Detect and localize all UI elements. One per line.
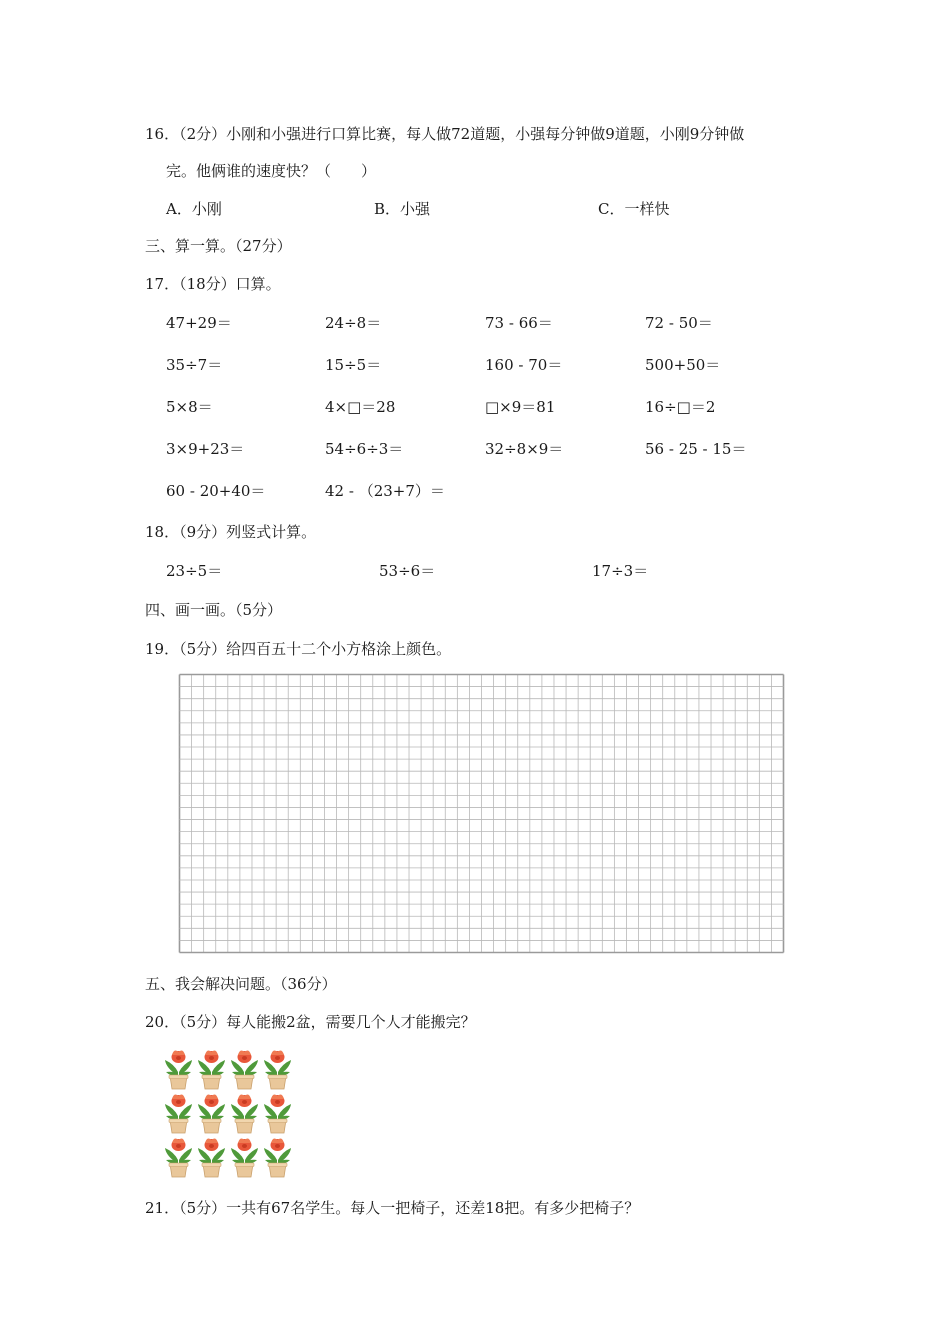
q17-item: 72 - 50＝ [645,314,713,332]
q17-item: 60 - 20+40＝ [166,482,266,500]
q17-item: 47+29＝ [166,314,232,332]
flower-pot [165,1095,192,1133]
q16-option-b[interactable]: B．小强 [374,200,431,218]
section-4-heading: 四、画一画。（5分） [145,601,283,619]
coloring-grid[interactable] [178,673,785,954]
flower-pot [231,1095,258,1133]
q17-item: 3×9+23＝ [166,440,245,458]
q17-item: 54÷6÷3＝ [325,440,404,458]
flower-pot [264,1051,291,1089]
q17-item: 500+50＝ [645,356,721,374]
flower-pot [198,1095,225,1133]
q17-item: 32÷8×9＝ [485,440,564,458]
q18-item: 23÷5＝ [166,562,223,580]
q21-title: 21．（5分）一共有67名学生。每人一把椅子，还差18把。有多少把椅子？ [145,1199,640,1217]
section-5-heading: 五、我会解决问题。（36分） [145,975,337,993]
q17-item: 4×□＝28 [325,398,396,416]
q17-item: 15÷5＝ [325,356,382,374]
q18-title: 18．（9分）列竖式计算。 [145,523,317,541]
flower-pot [165,1051,192,1089]
flower-pot [165,1139,192,1177]
q17-title: 17．（18分）口算。 [145,275,281,293]
q17-item: 56 - 25 - 15＝ [645,440,747,458]
q17-item: □×9＝81 [485,398,556,416]
flower-pots-image [162,1046,294,1178]
q17-item: 5×8＝ [166,398,213,416]
q18-item: 17÷3＝ [592,562,649,580]
q20-title: 20．（5分）每人能搬2盆，需要几个人才能搬完？ [145,1013,476,1031]
flower-pot [264,1095,291,1133]
q17-item: 42 - （23+7）＝ [325,482,445,500]
q17-item: 160 - 70＝ [485,356,563,374]
q18-item: 53÷6＝ [379,562,436,580]
section-3-heading: 三、算一算。（27分） [145,237,292,255]
q16-line1: 16．（2分）小刚和小强进行口算比赛，每人做72道题，小强每分钟做9道题，小刚9分钟做 [145,125,745,143]
flower-pot [264,1139,291,1177]
flower-pot [198,1139,225,1177]
flower-pot [231,1051,258,1089]
q17-item: 35÷7＝ [166,356,223,374]
q17-item: 24÷8＝ [325,314,382,332]
q16-option-a[interactable]: A．小刚 [166,200,222,218]
q16-line2: 完。他俩谁的速度快？（ ） [166,162,377,180]
flower-pot [231,1139,258,1177]
q19-title: 19．（5分）给四百五十二个小方格涂上颜色。 [145,640,452,658]
flower-pot [198,1051,225,1089]
q17-item: 73 - 66＝ [485,314,553,332]
q17-item: 16÷□＝2 [645,398,716,416]
q16-option-c[interactable]: C．一样快 [598,200,670,218]
